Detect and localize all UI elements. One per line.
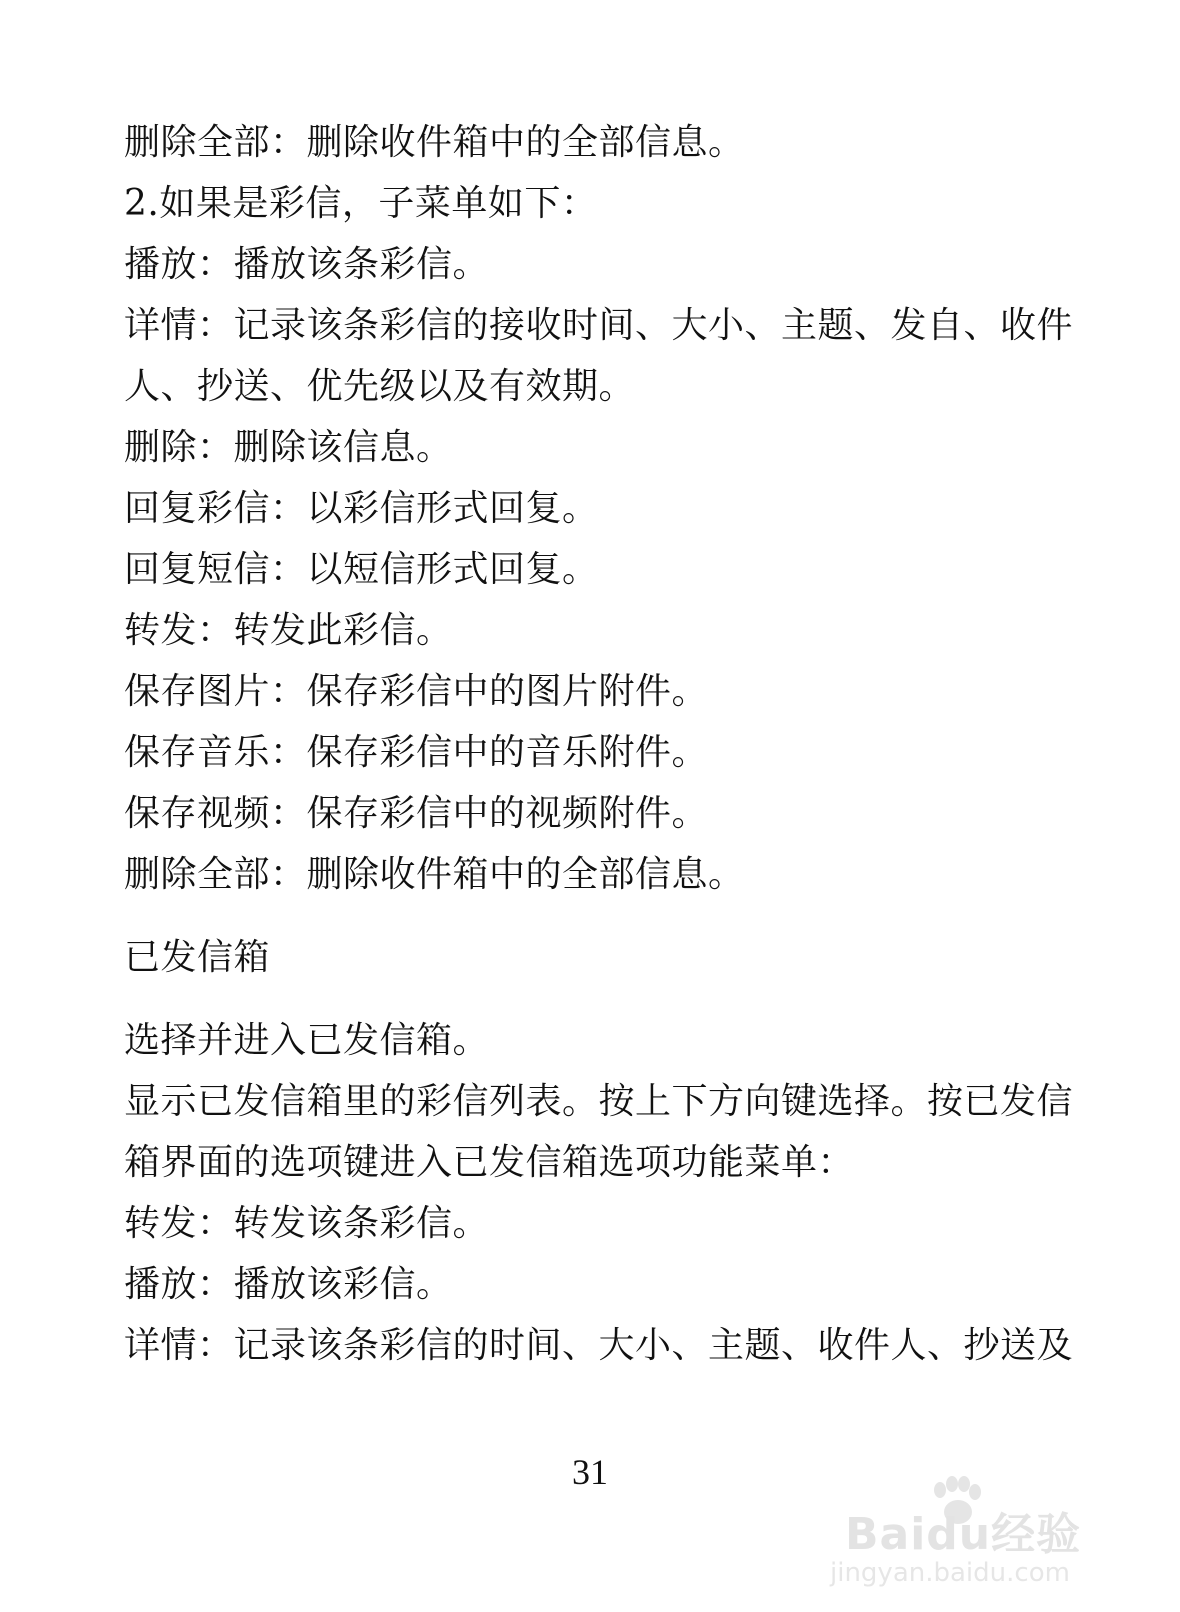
page-number: 31 [572,1452,608,1492]
watermark-url: jingyan.baidu.com [830,1558,1070,1588]
text-line: 箱界面的选项键进入已发信箱选项功能菜单： [124,1142,855,1183]
text-line: 删除全部：删除收件箱中的全部信息。 [124,854,745,895]
watermark-logo-text: Baidu经验 [845,1509,1082,1560]
text-line: 删除：删除该信息。 [124,427,453,468]
text-line: 删除全部：删除收件箱中的全部信息。 [124,122,745,163]
text-line: 转发：转发该条彩信。 [124,1203,490,1244]
text-line: 选择并进入已发信箱。 [124,1020,490,1061]
text-line: 保存视频：保存彩信中的视频附件。 [124,793,709,834]
text-line: 播放：播放该条彩信。 [124,244,490,285]
text-line: 保存图片：保存彩信中的图片附件。 [124,671,709,712]
text-line: 转发：转发此彩信。 [124,610,453,651]
text-line: 详情：记录该条彩信的时间、大小、主题、收件人、抄送及 [124,1325,1074,1366]
text-line: 播放：播放该彩信。 [124,1264,453,1305]
text-line: 2.如果是彩信，子菜单如下： [124,183,598,224]
text-line: 回复彩信：以彩信形式回复。 [124,488,599,529]
text-line: 保存音乐：保存彩信中的音乐附件。 [124,732,709,773]
page-body [124,112,1084,1376]
text-line: 回复短信：以短信形式回复。 [124,549,599,590]
text-line: 人、抄送、优先级以及有效期。 [124,366,636,407]
section-heading: 已发信箱 [124,937,271,978]
text-line: 详情：记录该条彩信的接收时间、大小、主题、发自、收件 [124,305,1074,346]
baidu-watermark [810,1478,1110,1598]
text-line: 显示已发信箱里的彩信列表。按上下方向键选择。按已发信 [124,1081,1074,1122]
